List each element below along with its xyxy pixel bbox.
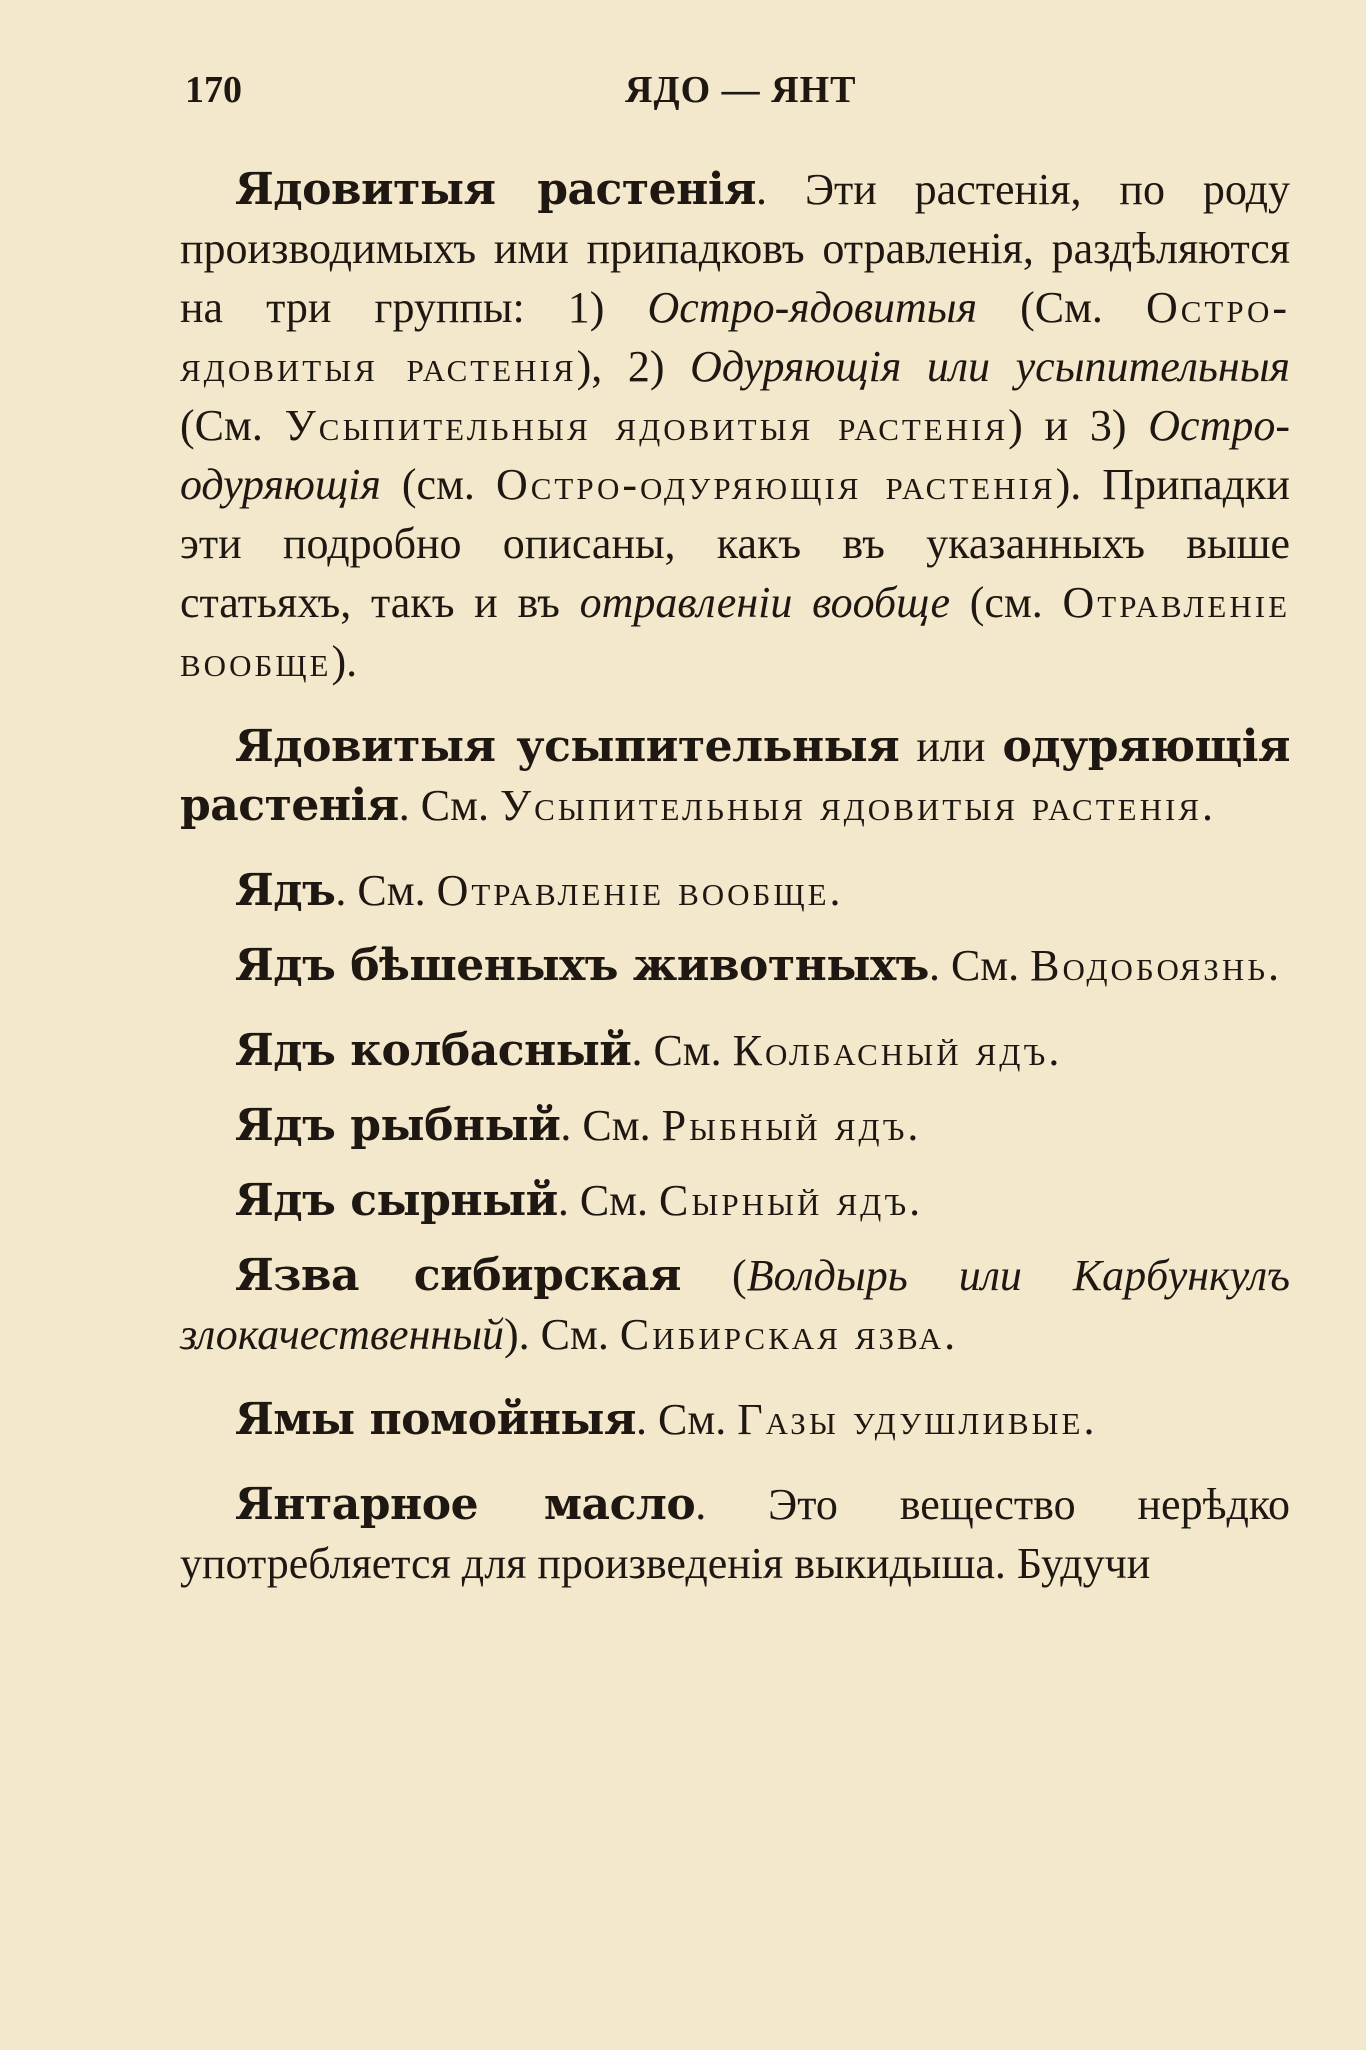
cross-reference[interactable]: Сырный ядъ (659, 1176, 910, 1225)
headword: Ядъ рыбный (235, 1100, 561, 1151)
headword: Ядъ (235, 865, 336, 916)
italic-term: Одуряющія или усыпительныя (690, 342, 1290, 391)
entry-yad-kolbasnyi (180, 1021, 1290, 1080)
entry-text: . См. (398, 781, 500, 830)
cross-reference[interactable]: Газы удушливые (737, 1395, 1084, 1444)
entry-text: ). См. (504, 1310, 620, 1359)
headword: одуряющія растенія (180, 721, 1290, 831)
entry-text: (См. (180, 401, 285, 450)
headword: Язва сибирская (235, 1250, 682, 1301)
headword: Ядъ колбасный (235, 1025, 632, 1076)
entry-yad-beshenykh (180, 936, 1290, 995)
entry-text: . См. (560, 1101, 662, 1150)
cross-reference[interactable]: Остро-одуряющія растенія (495, 460, 1056, 509)
cross-reference[interactable]: Отравленіе вообще (180, 578, 1291, 686)
entry-text: . См. (631, 1026, 733, 1075)
headword: Ядъ сырный (235, 1175, 558, 1226)
page-number: 170 (185, 69, 242, 111)
headword: Ядовитыя усыпительныя (235, 721, 900, 772)
entry-text: ), 2) (576, 342, 691, 391)
entry-text: . См. (636, 1395, 738, 1444)
entry-text: (см. (380, 460, 496, 509)
entry-text: . См. (557, 1176, 660, 1225)
page-header (185, 62, 1295, 122)
entry-yadovitye-usypitelnye (180, 717, 1290, 835)
cross-reference[interactable]: Рыбный ядъ (661, 1101, 908, 1150)
entry-text: ) и 3) (1008, 401, 1149, 450)
cross-reference[interactable]: Усыпительныя ядовитыя растенія (499, 781, 1202, 830)
entry-text: ). Припадки эти подробно описаны, какъ въ указанныхъ выше статьяхъ, такъ и въ (180, 460, 1290, 627)
entry-text: . (907, 1101, 919, 1150)
entry-text: . (1268, 941, 1280, 990)
italic-term: Волдырь или Карбункулъ злокачественный (180, 1251, 1291, 1359)
italic-term: отравленіи вообще (579, 578, 951, 627)
italic-term: Остро-ядовитыя (647, 283, 978, 332)
entry-yantarnoe-maslo (180, 1475, 1290, 1593)
entry-yad (180, 861, 1290, 920)
cross-reference[interactable]: Сибирская язва (619, 1310, 945, 1359)
entry-text: . Эти растенія, по роду производимыхъ ими припадковъ отравленія, раздѣляются на три группы: 1) (180, 165, 1290, 332)
cross-reference[interactable]: Усыпительныя ядовитыя растенія (284, 401, 1009, 450)
headword: Ямы помойныя (235, 1394, 637, 1445)
headword: Янтарное масло (235, 1479, 696, 1530)
entry-text: или (899, 722, 1003, 771)
entry-text: . (909, 1176, 921, 1225)
page-body (180, 160, 1290, 1619)
entry-text: . См. (335, 866, 437, 915)
entry-text: (См. (977, 283, 1146, 332)
entry-yad-rybnyi (180, 1096, 1290, 1155)
entry-text: . (944, 1310, 956, 1359)
entry-text: (см. (950, 578, 1063, 627)
headword: Ядовитыя растенія (235, 164, 757, 215)
entry-yadovitye-rasteniya (180, 160, 1290, 691)
italic-term: Остро-одуряющія (180, 401, 1291, 509)
entry-text: ( (681, 1251, 747, 1300)
cross-reference[interactable]: Отравленіе вообще (436, 866, 830, 915)
entry-text: . Это вещество нерѣдко употребляется для произведенія выкидыша. Будучи (180, 1480, 1290, 1588)
entry-text: . (1048, 1026, 1060, 1075)
entry-yamy-pomoinye (180, 1390, 1290, 1449)
cross-reference[interactable]: Водобоязнь (1030, 941, 1269, 990)
entry-yazva-sibirskaya (180, 1246, 1290, 1364)
cross-reference[interactable]: Колбасный ядъ (732, 1026, 1049, 1075)
cross-reference[interactable]: Остро-ядовитыя растенія (180, 283, 1290, 391)
entry-text: . (829, 866, 841, 915)
entry-text: ). (331, 637, 358, 686)
entry-text: . (1201, 781, 1213, 830)
running-head: ЯДО — ЯНТ (625, 69, 857, 111)
entry-text: . (1083, 1395, 1095, 1444)
headword: Ядъ бѣшеныхъ животныхъ (235, 940, 929, 991)
entry-yad-syrnyi (180, 1171, 1290, 1230)
entry-text: . См. (928, 941, 1031, 990)
